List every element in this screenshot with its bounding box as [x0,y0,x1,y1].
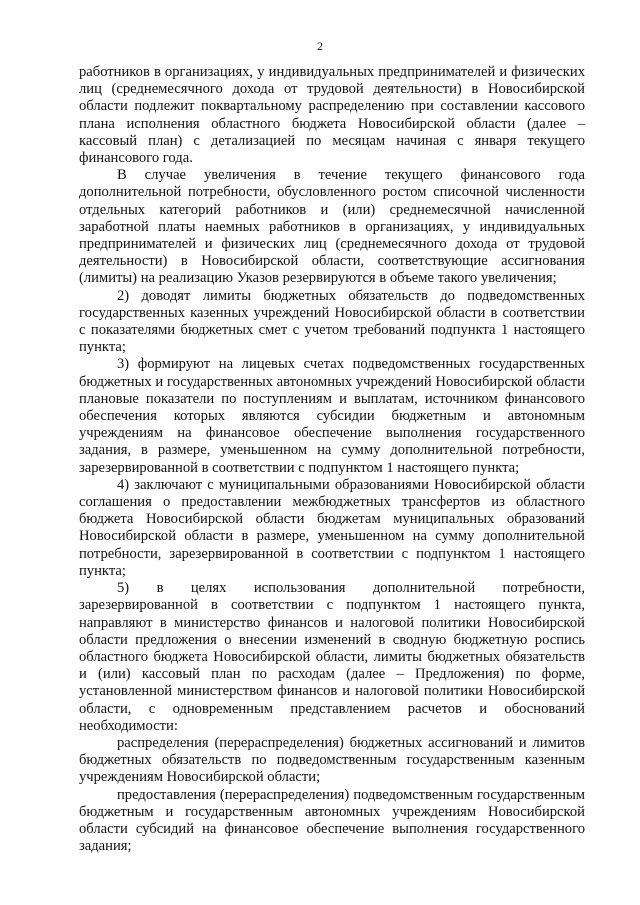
paragraph-distribution: распределения (перераспределения) бюджетных ассигнований и лимитов бюджетных обязательств по подведомственным государственным казенным учреждениям Новосибирской области; [79,734,585,786]
document-body [79,64,585,855]
paragraph-item-4: 4) заключают с муниципальными образованиями Новосибирской области соглашения о предоставлении межбюджетных трансфертов из областного бюджета Новосибирской области бюджетам муниципальных образований Новосибирской области в размере, уменьшенном на сумму дополнительной потребности, зарезервированной в соответствии с подпунктом 1 настоящего пункта; [79,476,585,579]
paragraph-reserve-increase: В случае увеличения в течение текущего финансового года дополнительной потребности, обусловленного ростом списочной численности отдельных категорий работников и (или) среднемесячной начисленной заработной платы наемных работников в организациях, у индивидуальных предпринимателей и физических лиц (среднемесячного дохода от трудовой деятельности) в Новосибирской области, соответствующие ассигнования (лимиты) на реализацию Указов резервируются в объеме такого увеличения; [79,167,585,287]
page-number: 2 [317,39,323,53]
paragraph-item-5: 5) в целях использования дополнительной потребности, зарезервированной в соответствии с подпунктом 1 настоящего пункта, направляют в министерство финансов и налоговой политики Новосибирской области предложения о внесении изменений в сводную бюджетную роспись областного бюджета Новосибирской области, лимиты бюджетных обязательств и (или) кассовый план по расходам (далее – Предложения) по форме, установленной министерством финансов и налоговой политики Новосибирской области, с одновременным представлением расчетов и обоснований необходимости: [79,580,585,734]
paragraph-item-3: 3) формируют на лицевых счетах подведомственных государственных бюджетных и государственных автономных учреждений Новосибирской области плановые показатели по поступлениям и выплатам, источником финансового обеспечения которых являются субсидии бюджетным и автономным учреждениям на финансовое обеспечение выполнения государственного задания, в размере, уменьшенном на сумму дополнительной потребности, зарезервированной в соответствии с подпунктом 1 настоящего пункта; [79,356,585,476]
paragraph-subsidies: предоставления (перераспределения) подведомственным государственным бюджетным и государственным автономных учреждениям Новосибирской области субсидий на финансовое обеспечение выполнения государственного задания; [79,786,585,855]
paragraph-item-2: 2) доводят лимиты бюджетных обязательств до подведомственных государственных казенных учреждений Новосибирской области в соответствии с показателями бюджетных смет с учетом требований подпункта 1 настоящего пункта; [79,287,585,356]
paragraph-continuation: работников в организациях, у индивидуальных предпринимателей и физических лиц (среднемесячного дохода от трудовой деятельности) в Новосибирской области подлежит поквартальному распределению при составлении кассового плана исполнения областного бюджета Новосибирской области (далее – кассовый план) с детализацией по месяцам начиная с января текущего финансового года. [79,64,585,167]
